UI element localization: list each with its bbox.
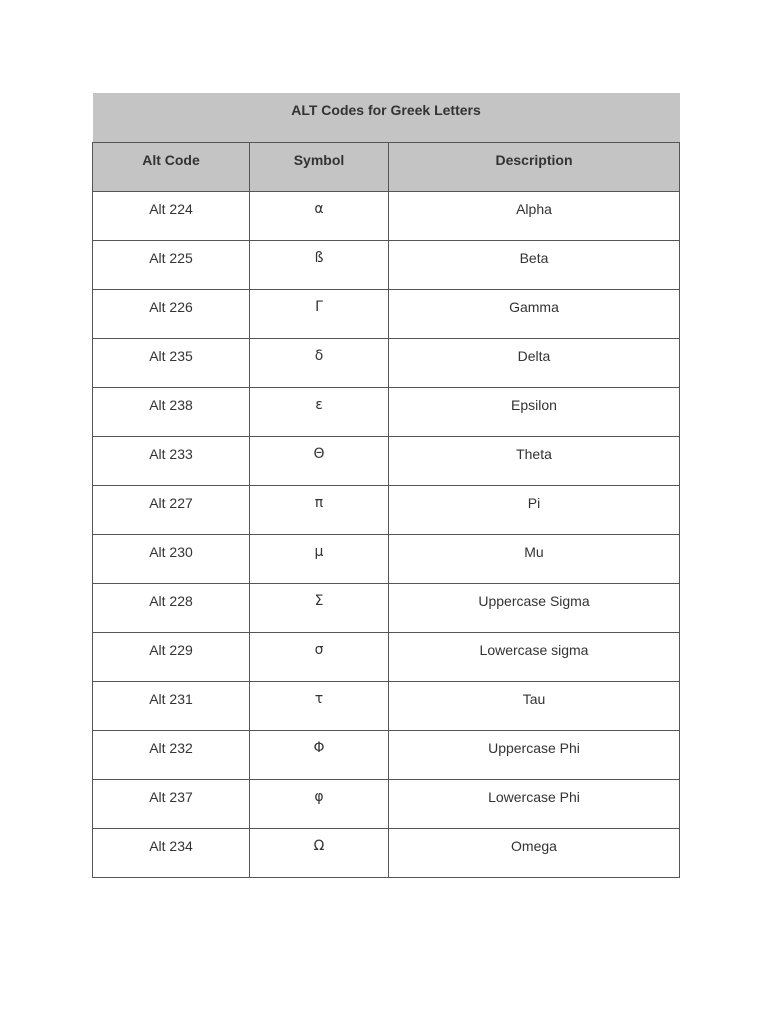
- alt-code-cell: Alt 230: [93, 535, 250, 584]
- symbol-cell: τ: [250, 682, 389, 731]
- table-row: [93, 633, 680, 682]
- table-header-row: [93, 143, 680, 192]
- table-row: [93, 682, 680, 731]
- table-row: [93, 388, 680, 437]
- description-cell: Epsilon: [389, 388, 680, 437]
- table-row: [93, 780, 680, 829]
- table-row: [93, 241, 680, 290]
- alt-code-cell: Alt 229: [93, 633, 250, 682]
- description-cell: Theta: [389, 437, 680, 486]
- symbol-cell: ß: [250, 241, 389, 290]
- description-cell: Beta: [389, 241, 680, 290]
- table-row: [93, 339, 680, 388]
- symbol-cell: π: [250, 486, 389, 535]
- table-title-row: [93, 93, 680, 143]
- alt-code-cell: Alt 238: [93, 388, 250, 437]
- alt-code-cell: Alt 235: [93, 339, 250, 388]
- table-row: [93, 290, 680, 339]
- table-row: [93, 584, 680, 633]
- symbol-cell: ε: [250, 388, 389, 437]
- table-row: [93, 829, 680, 878]
- table-row: [93, 192, 680, 241]
- description-cell: Gamma: [389, 290, 680, 339]
- alt-code-cell: Alt 225: [93, 241, 250, 290]
- description-cell: Uppercase Phi: [389, 731, 680, 780]
- description-cell: Lowercase sigma: [389, 633, 680, 682]
- symbol-cell: φ: [250, 780, 389, 829]
- table-row: [93, 486, 680, 535]
- symbol-cell: σ: [250, 633, 389, 682]
- table-row: [93, 535, 680, 584]
- table-row: [93, 437, 680, 486]
- alt-code-cell: Alt 232: [93, 731, 250, 780]
- alt-code-cell: Alt 234: [93, 829, 250, 878]
- symbol-cell: Φ: [250, 731, 389, 780]
- description-cell: Omega: [389, 829, 680, 878]
- alt-code-cell: Alt 237: [93, 780, 250, 829]
- description-cell: Uppercase Sigma: [389, 584, 680, 633]
- header-description: Description: [389, 143, 680, 192]
- table-body: [93, 192, 680, 878]
- header-symbol: Symbol: [250, 143, 389, 192]
- symbol-cell: α: [250, 192, 389, 241]
- description-cell: Pi: [389, 486, 680, 535]
- description-cell: Delta: [389, 339, 680, 388]
- alt-code-cell: Alt 233: [93, 437, 250, 486]
- header-alt-code: Alt Code: [93, 143, 250, 192]
- symbol-cell: µ: [250, 535, 389, 584]
- alt-code-cell: Alt 227: [93, 486, 250, 535]
- table-title: ALT Codes for Greek Letters: [93, 93, 680, 143]
- symbol-cell: Ω: [250, 829, 389, 878]
- greek-alt-codes-table: [92, 93, 680, 878]
- alt-code-cell: Alt 231: [93, 682, 250, 731]
- alt-code-cell: Alt 226: [93, 290, 250, 339]
- description-cell: Tau: [389, 682, 680, 731]
- symbol-cell: Θ: [250, 437, 389, 486]
- symbol-cell: Σ: [250, 584, 389, 633]
- description-cell: Mu: [389, 535, 680, 584]
- table-row: [93, 731, 680, 780]
- alt-code-cell: Alt 228: [93, 584, 250, 633]
- symbol-cell: δ: [250, 339, 389, 388]
- description-cell: Alpha: [389, 192, 680, 241]
- alt-code-cell: Alt 224: [93, 192, 250, 241]
- description-cell: Lowercase Phi: [389, 780, 680, 829]
- symbol-cell: Γ: [250, 290, 389, 339]
